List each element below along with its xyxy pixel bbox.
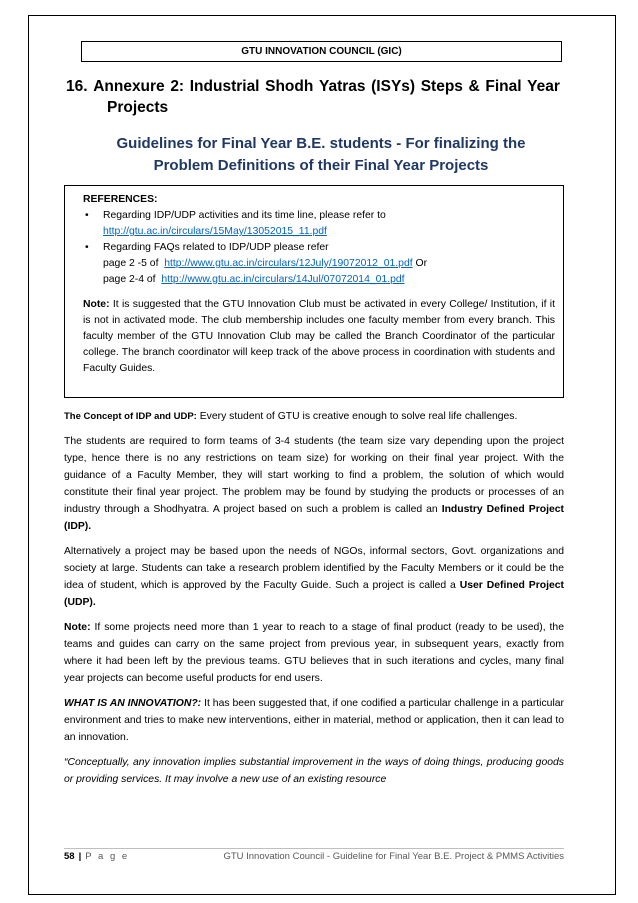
heading-word: Shodh [265,78,314,95]
heading-line-1 [66,78,560,96]
bullet-icon: • [85,242,89,253]
footer-text: GTU Innovation Council - Guideline for Final Year B.E. Project & PMMS Activities [223,851,564,862]
paragraph [64,754,564,788]
reference-or: Or [415,258,428,269]
paragraph-text: Every student of GTU is creative enough to solve real life challenges. [199,411,518,422]
references-note [83,297,555,377]
running-header [81,41,562,62]
footer-divider [64,848,564,849]
subtitle-line-2: Problem Definitions of their Final Year Projects [153,157,489,174]
reference-page-range: page 2-4 of [103,274,156,285]
reference-item [85,240,555,288]
heading-number: 16. [66,78,88,95]
paragraph-text: “Conceptually, any innovation implies substantial improvement in the ways of doing things, producing goods or providing services. It may involve a new use of an existing resource [64,757,564,785]
paragraph-label: WHAT IS AN INNOVATION?: [64,698,202,709]
page-label: P a g e [85,851,130,862]
bullet-icon: • [85,210,89,221]
paragraph-text: Alternatively a project may be based upon the needs of NGOs, informal sectors, Govt. organizations and society at large. Students can take a research problem identified by the Faculty Members or it could be the idea of student, which is approved by the Faculty Guide. Such a project is called a [64,546,564,591]
paragraph-text: It has been suggested that, if one codified a particular challenge in a particular environment and tries to make new interventions, either in material, method or application, then it can lead to an innovation. [64,698,564,743]
heading-word: Industrial [189,78,260,95]
note-label: Note: [83,299,110,310]
section-heading [66,78,560,117]
heading-word: Year [527,78,560,95]
note-text: It is suggested that the GTU Innovation Club must be activated in every College/ Institution, if it is not in activated mode. The club membership includes one faculty member from every branch. This faculty member of the GTU Innovation Club may be called the Branch Coordinator of the particular college. The branch coordinator will keep track of the above process in coordination with students and Faculty Guides. [83,299,556,374]
heading-word: Yatras [318,78,366,95]
heading-word: Steps [420,78,463,95]
paragraph [64,619,564,687]
page-footer [64,851,564,862]
subtitle [78,133,564,177]
reference-link[interactable]: http://gtu.ac.in/circulars/15May/13052015_11.pdf [103,226,327,237]
reference-page-range: page 2 -5 of [103,258,159,269]
page-number: 58 [64,851,75,862]
heading-word: Annexure [93,78,165,95]
paragraph-bold: User Defined Project (UDP). [64,580,564,608]
heading-word: Final [485,78,522,95]
reference-link[interactable]: http://www.gtu.ac.in/circulars/12July/19072012_01.pdf [164,258,413,269]
header-title: GTU INNOVATION COUNCIL (GIC) [241,46,402,57]
paragraph-bold: Industry Defined Project (IDP). [64,504,564,532]
paragraph-text: If some projects need more than 1 year to reach to a stage of final product (ready to be used), the teams and guides can carry on the same project from previous year, in subsequent years, exactly from where it had been left by the previous teams. GTU believes that in such iterations and cycles, many final year projects can become useful products for end users. [64,622,564,684]
paragraph [64,543,564,611]
references-box [64,185,564,398]
reference-item [85,208,555,240]
reference-link[interactable]: http://www.gtu.ac.in/circulars/14Jul/07072014_01.pdf [161,274,405,285]
heading-word: 2: [170,78,185,95]
paragraph [64,433,564,535]
body-text [64,408,564,796]
heading-word: (ISYs) [371,78,416,95]
paragraph-text: The students are required to form teams of 3-4 students (the team size vary depending upon the project type, hence there is no any restrictions on team size) for working on their final year project. With the guidance of a Faculty Member, they will start working to find a problem, the solution of which would constitute their final year project. The problem may be found by studying the products or processes of an industry through a Shodhyatra. A project based on such a problem is called an [64,436,564,515]
paragraph-label: The Concept of IDP and UDP: [64,411,197,422]
references-title: REFERENCES: [83,194,158,205]
subtitle-line-1: Guidelines for Final Year B.E. students - For finalizing the [116,135,526,152]
paragraph [64,695,564,746]
footer-separator: | [78,851,82,862]
reference-item-text: Regarding FAQs related to IDP/UDP please refer [103,242,329,253]
paragraph [64,408,564,425]
reference-item-text: Regarding IDP/UDP activities and its time line, please refer to [103,210,386,221]
heading-word: & [468,78,480,95]
paragraph-label: Note: [64,622,91,633]
heading-line-2: Projects [107,99,169,116]
